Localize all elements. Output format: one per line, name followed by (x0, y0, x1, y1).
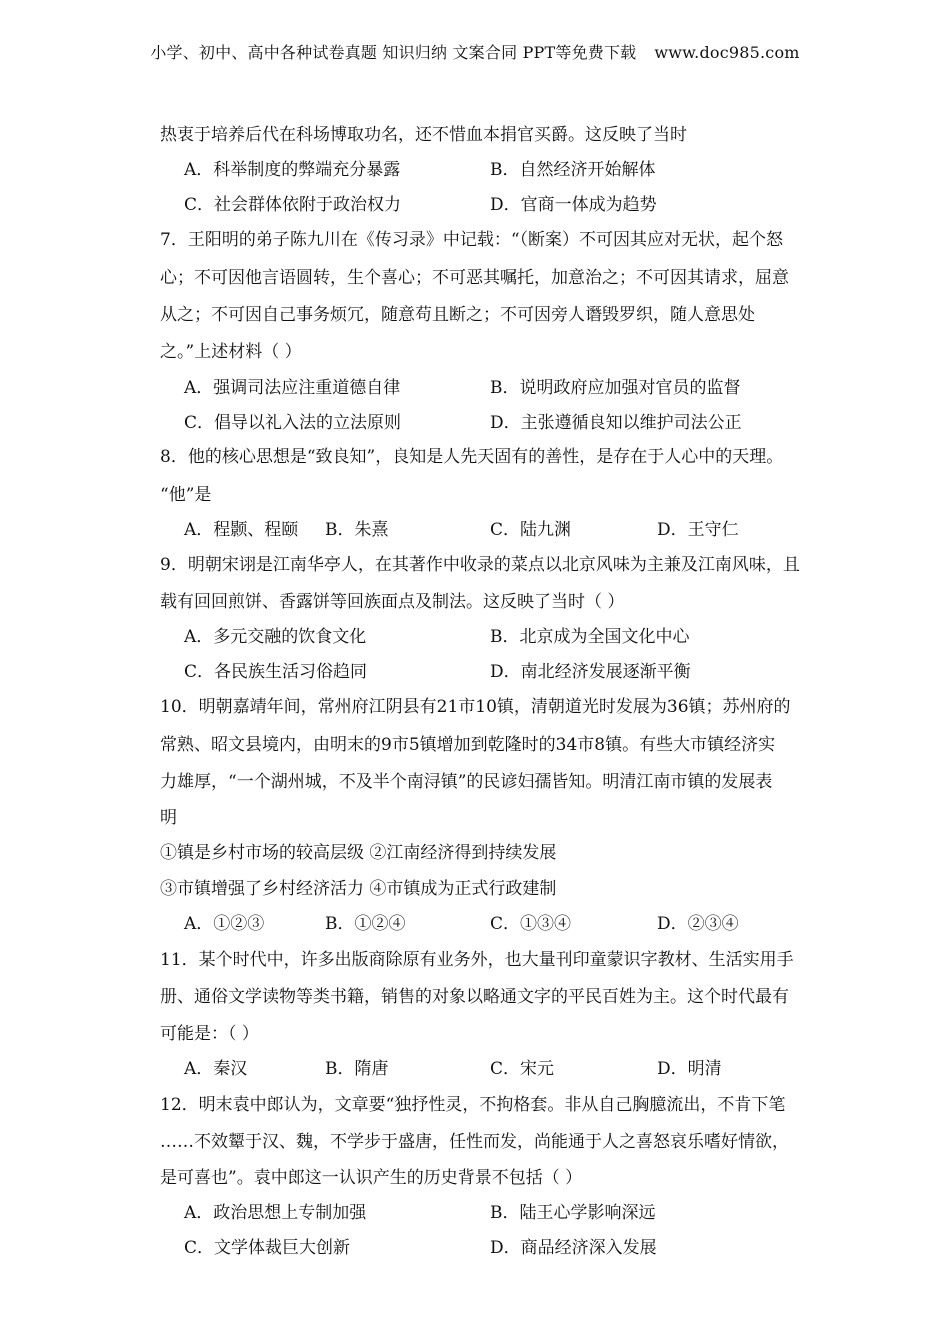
q7-option-a: A．强调司法应注重道德自律 (184, 378, 401, 398)
q10-option-c: C．①③④ (490, 914, 572, 934)
q8-stem-line: “他”是 (160, 485, 212, 505)
q11-stem-line: 11．某个时代中，许多出版商除原有业务外，也大量刊印童蒙识字教材、生活实用手 (160, 950, 794, 970)
q8-option-a: A．程颢、程颐 (184, 520, 299, 540)
q6-option-c: C．社会群体依附于政治权力 (184, 195, 402, 215)
q11-option-a: A．秦汉 (184, 1059, 248, 1079)
q12-stem-line: ……不效颦于汉、魏，不学步于盛唐，任性而发，尚能通于人之喜怒哀乐嗜好情欲， (160, 1132, 789, 1152)
q6-option-b: B．自然经济开始解体 (490, 160, 656, 180)
q10-stem-line: 10．明朝嘉靖年间，常州府江阴县有21市10镇，清朝道光时发展为36镇；苏州府的 (160, 697, 791, 717)
q11-option-c: C．宋元 (490, 1059, 555, 1079)
q9-option-c: C．各民族生活习俗趋同 (184, 662, 368, 682)
q9-option-b: B．北京成为全国文化中心 (490, 627, 690, 647)
q8-option-c: C．陆九渊 (490, 520, 572, 540)
q10-option-b: B．①②④ (325, 914, 406, 934)
q8-option-d: D．王守仁 (657, 520, 739, 540)
q7-stem-line: 心；不可因他言语圆转，生个喜心；不可恶其嘱托，加意治之；不可因其请求，屈意 (160, 268, 789, 288)
q8-option-b: B．朱熹 (325, 520, 389, 540)
q7-option-c: C．倡导以礼入法的立法原则 (184, 413, 402, 433)
q10-option-a: A．①②③ (184, 914, 265, 934)
q7-stem-line: 从之；不可因自己事务烦冗，随意苟且断之；不可因旁人谮毁罗织，随人意思处 (160, 305, 755, 325)
q10-stem-line: 常熟、昭文县境内，由明末的9市5镇增加到乾隆时的34市8镇。有些大市镇经济实 (160, 735, 776, 755)
q9-option-a: A．多元交融的饮食文化 (184, 627, 367, 647)
q12-option-a: A．政治思想上专制加强 (184, 1203, 367, 1223)
q11-stem-line: 册、通俗文学读物等类书籍，销售的对象以略通文字的平民百姓为主。这个时代最有 (160, 987, 789, 1007)
q10-statement-line: ①镇是乡村市场的较高层级 ②江南经济得到持续发展 (160, 843, 557, 863)
q10-statement-line: ③市镇增强了乡村经济活力 ④市镇成为正式行政建制 (160, 879, 557, 899)
q6-option-d: D．官商一体成为趋势 (490, 195, 657, 215)
q9-stem-line: 载有回回煎饼、香露饼等回族面点及制法。这反映了当时（ ） (160, 592, 625, 612)
q12-stem-line: 12．明末袁中郎认为，文章要“独抒性灵，不拘格套。非从自己胸臆流出，不肯下笔 (160, 1095, 786, 1115)
q12-option-c: C．文学体裁巨大创新 (184, 1238, 351, 1258)
q11-option-b: B．隋唐 (325, 1059, 389, 1079)
q11-stem-line: 可能是：（ ） (160, 1024, 259, 1044)
q7-stem-line: 之。”上述材料（ ） (160, 342, 302, 362)
header-url: www.doc985.com (654, 43, 800, 62)
q12-option-d: D．商品经济深入发展 (490, 1238, 657, 1258)
q7-option-d: D．主张遵循良知以维护司法公正 (490, 413, 742, 433)
q10-stem-line: 明 (160, 808, 177, 828)
q11-option-d: D．明清 (657, 1059, 722, 1079)
header-text: 小学、初中、高中各种试卷真题 知识归纳 文案合同 PPT等免费下载 (150, 43, 637, 62)
q6-stem-line: 热衷于培养后代在科场博取功名，还不惜血本捐官买爵。这反映了当时 (160, 125, 687, 145)
q6-option-a: A．科举制度的弊端充分暴露 (184, 160, 401, 180)
q9-stem-line: 9．明朝宋诩是江南华亭人，在其著作中收录的菜点以北京风味为主兼及江南风味，且 (160, 555, 800, 575)
q10-option-d: D．②③④ (657, 914, 739, 934)
q7-option-b: B．说明政府应加强对官员的监督 (490, 378, 741, 398)
q10-stem-line: 力雄厚，“一个湖州城，不及半个南浔镇”的民谚妇孺皆知。明清江南市镇的发展表 (160, 772, 773, 792)
q7-stem-line: 7．王阳明的弟子陈九川在《传习录》中记载：“（断案）不可因其应对无状，起个怒 (160, 230, 784, 250)
q8-stem-line: 8．他的核心思想是“致良知”，良知是人先天固有的善性，是存在于人心中的天理。 (160, 447, 784, 467)
page-header (0, 40, 950, 63)
q12-stem-line: 是可喜也”。袁中郎这一认识产生的历史背景不包括（ ） (160, 1168, 583, 1188)
q12-option-b: B．陆王心学影响深远 (490, 1203, 656, 1223)
q9-option-d: D．南北经济发展逐渐平衡 (490, 662, 691, 682)
